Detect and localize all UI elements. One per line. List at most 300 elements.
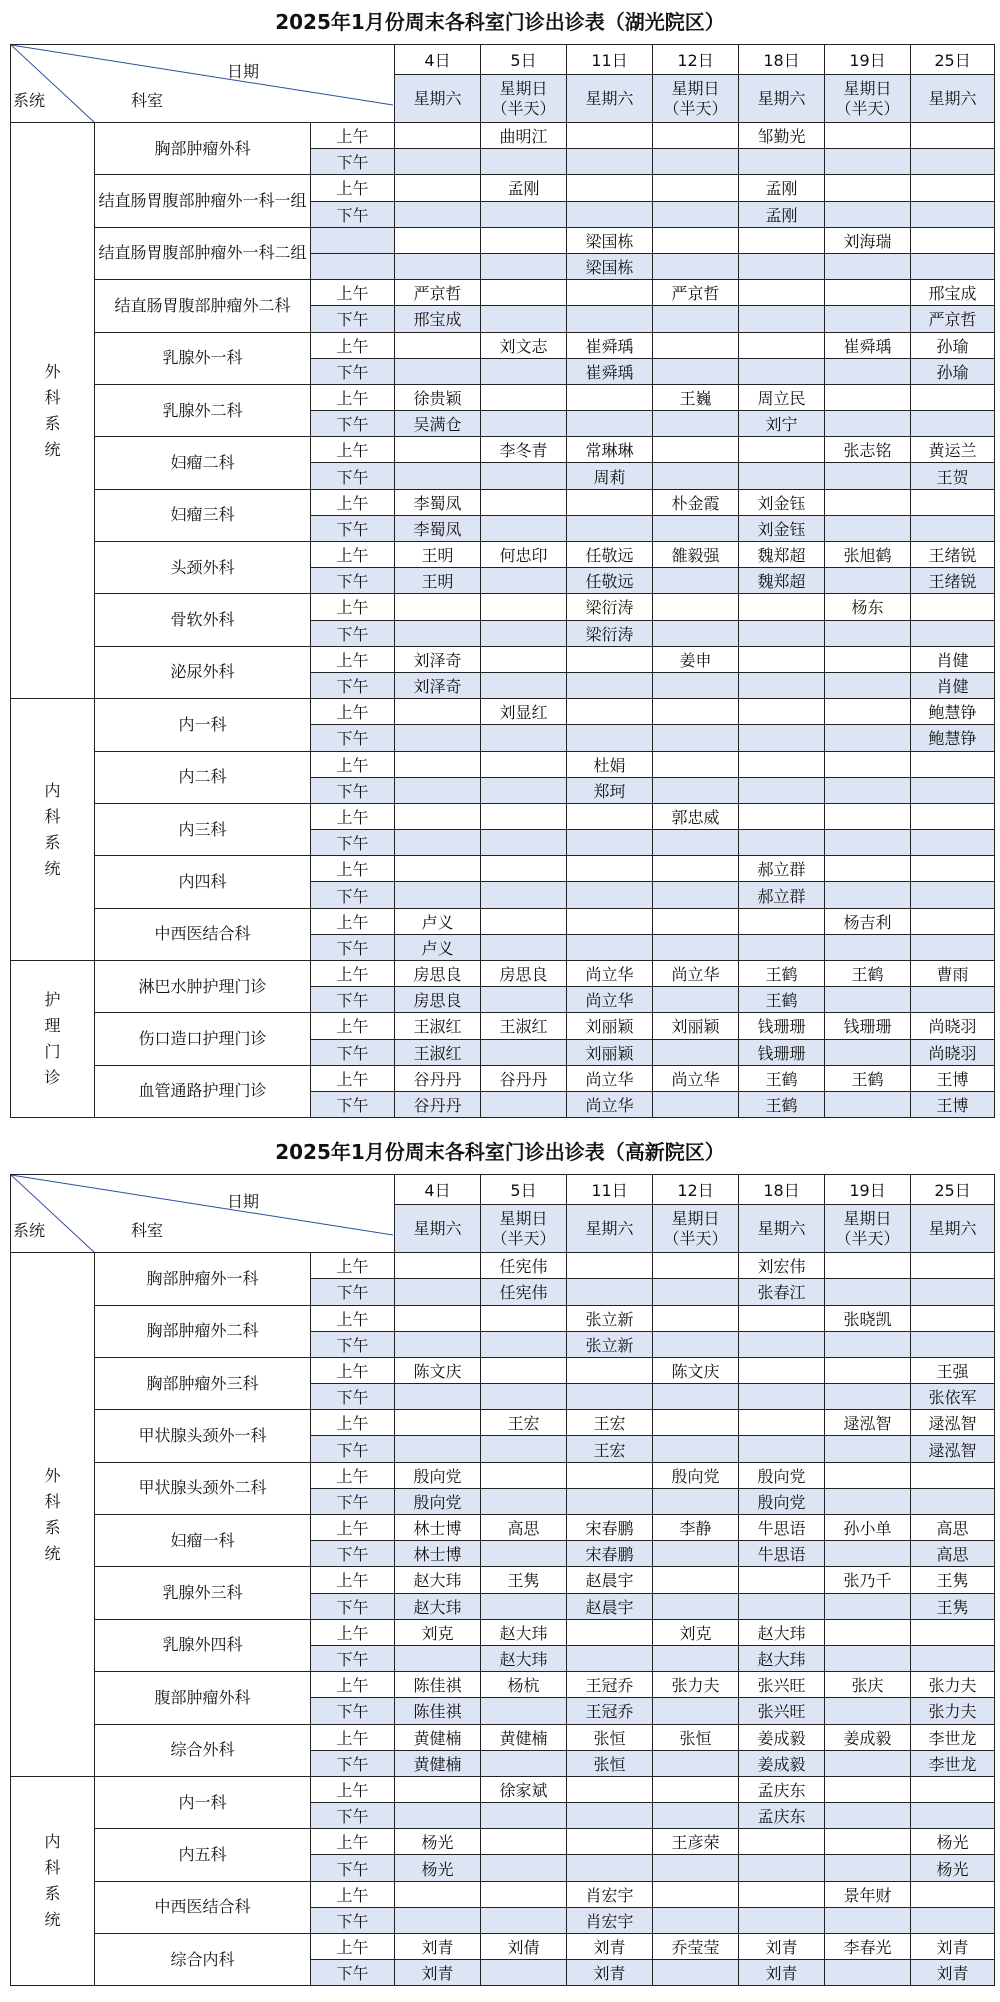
weekday-header: 星期日 （半天）: [653, 75, 739, 123]
table-row: [11, 856, 995, 882]
doctor-cell: [825, 175, 911, 201]
doctor-cell: 肖宏宇: [567, 1881, 653, 1907]
header-row-dates: [11, 1175, 995, 1205]
doctor-cell: [653, 1855, 739, 1881]
doctor-cell: [395, 1305, 481, 1331]
doctor-cell: [653, 463, 739, 489]
doctor-cell: 李世龙: [911, 1750, 995, 1776]
doctor-cell: 房思良: [395, 987, 481, 1013]
doctor-cell: [567, 1253, 653, 1279]
period-cell: 下午: [311, 882, 395, 908]
doctor-cell: 殷向党: [395, 1462, 481, 1488]
doctor-cell: 肖健: [911, 646, 995, 672]
doctor-cell: 李蜀凤: [395, 489, 481, 515]
doctor-cell: 张旭鹤: [825, 542, 911, 568]
doctor-cell: 杨东: [825, 594, 911, 620]
doctor-cell: 宋春鹏: [567, 1515, 653, 1541]
period-cell: 上午: [311, 1357, 395, 1383]
doctor-cell: 牛思语: [739, 1541, 825, 1567]
period-cell: 上午: [311, 751, 395, 777]
doctor-cell: [825, 1593, 911, 1619]
doctor-cell: 房思良: [481, 961, 567, 987]
period-cell: 上午: [311, 961, 395, 987]
doctor-cell: 赵大玮: [395, 1593, 481, 1619]
period-cell: 上午: [311, 280, 395, 306]
doctor-cell: [481, 1855, 567, 1881]
period-cell: 上午: [311, 646, 395, 672]
doctor-cell: 朴金霞: [653, 489, 739, 515]
doctor-cell: 赵大玮: [481, 1645, 567, 1671]
doctor-cell: [395, 175, 481, 201]
doctor-cell: [481, 856, 567, 882]
weekday-header: 星期六: [739, 1205, 825, 1253]
doctor-cell: [653, 1305, 739, 1331]
doctor-cell: 赵大玮: [739, 1645, 825, 1671]
doctor-cell: [395, 332, 481, 358]
doctor-cell: [911, 594, 995, 620]
table-row: [11, 751, 995, 777]
doctor-cell: [481, 830, 567, 856]
doctor-cell: [739, 1436, 825, 1462]
doctor-cell: 张立新: [567, 1331, 653, 1357]
doctor-cell: [739, 751, 825, 777]
doctor-cell: [825, 803, 911, 829]
department-cell: 内二科: [95, 751, 311, 803]
period-cell: [311, 253, 395, 279]
doctor-cell: [567, 908, 653, 934]
doctor-cell: 王宏: [567, 1410, 653, 1436]
department-cell: 中西医结合科: [95, 1881, 311, 1933]
doctor-cell: 姜成毅: [739, 1750, 825, 1776]
doctor-cell: [481, 672, 567, 698]
doctor-cell: [567, 1279, 653, 1305]
doctor-cell: [395, 1253, 481, 1279]
doctor-cell: 李世龙: [911, 1724, 995, 1750]
period-cell: 下午: [311, 1593, 395, 1619]
doctor-cell: [739, 1331, 825, 1357]
doctor-cell: [739, 1305, 825, 1331]
doctor-cell: 张恒: [567, 1750, 653, 1776]
doctor-cell: [567, 1645, 653, 1671]
period-cell: 上午: [311, 856, 395, 882]
doctor-cell: [567, 934, 653, 960]
doctor-cell: 孟庆东: [739, 1803, 825, 1829]
doctor-cell: [911, 1279, 995, 1305]
doctor-cell: [481, 1698, 567, 1724]
doctor-cell: [567, 1776, 653, 1802]
doctor-cell: [567, 149, 653, 175]
doctor-cell: [825, 568, 911, 594]
doctor-cell: 王淑红: [395, 1013, 481, 1039]
doctor-cell: 刘金钰: [739, 515, 825, 541]
period-cell: 上午: [311, 1305, 395, 1331]
doctor-cell: [825, 699, 911, 725]
doctor-cell: 邢宝成: [911, 280, 995, 306]
doctor-cell: 张立新: [567, 1305, 653, 1331]
table-row: [11, 1724, 995, 1750]
doctor-cell: [739, 699, 825, 725]
corner-dept-label: 科室: [131, 91, 164, 110]
doctor-cell: [395, 149, 481, 175]
doctor-cell: [395, 751, 481, 777]
doctor-cell: [481, 725, 567, 751]
doctor-cell: [911, 1331, 995, 1357]
date-header: 5日: [481, 1175, 567, 1205]
doctor-cell: [567, 646, 653, 672]
table-row: [11, 437, 995, 463]
table-row: [11, 1462, 995, 1488]
doctor-cell: [825, 463, 911, 489]
department-cell: 胸部肿瘤外三科: [95, 1357, 311, 1409]
doctor-cell: 尚立华: [567, 1065, 653, 1091]
doctor-cell: [653, 751, 739, 777]
weekday-header: 星期六: [739, 75, 825, 123]
doctor-cell: [395, 620, 481, 646]
period-cell: 上午: [311, 123, 395, 149]
period-cell: 上午: [311, 1724, 395, 1750]
doctor-cell: 刘泽奇: [395, 672, 481, 698]
doctor-cell: 王鹤: [739, 1065, 825, 1091]
doctor-cell: [567, 201, 653, 227]
doctor-cell: [653, 1803, 739, 1829]
doctor-cell: 刘金钰: [739, 489, 825, 515]
period-cell: 上午: [311, 1934, 395, 1960]
doctor-cell: 高思: [911, 1515, 995, 1541]
doctor-cell: 钱珊珊: [739, 1039, 825, 1065]
doctor-cell: [653, 358, 739, 384]
table-row: [11, 1934, 995, 1960]
doctor-cell: 刘丽颖: [653, 1013, 739, 1039]
department-cell: 结直肠胃腹部肿瘤外一科一组: [95, 175, 311, 227]
doctor-cell: 张力夫: [911, 1672, 995, 1698]
table-row: [11, 1672, 995, 1698]
doctor-cell: [911, 1645, 995, 1671]
doctor-cell: 孙瑜: [911, 332, 995, 358]
doctor-cell: 郭忠威: [653, 803, 739, 829]
doctor-cell: [653, 1384, 739, 1410]
doctor-cell: 王明: [395, 542, 481, 568]
doctor-cell: [911, 227, 995, 253]
doctor-cell: 徐家斌: [481, 1776, 567, 1802]
doctor-cell: [481, 201, 567, 227]
department-cell: 乳腺外三科: [95, 1567, 311, 1619]
doctor-cell: [653, 777, 739, 803]
doctor-cell: 崔舜瑀: [825, 332, 911, 358]
period-cell: 下午: [311, 358, 395, 384]
period-cell: 上午: [311, 594, 395, 620]
table-row: [11, 699, 995, 725]
doctor-cell: [911, 1881, 995, 1907]
doctor-cell: [911, 934, 995, 960]
doctor-cell: 姜成毅: [825, 1724, 911, 1750]
doctor-cell: [567, 123, 653, 149]
doctor-cell: 李蜀凤: [395, 515, 481, 541]
table-row: [11, 908, 995, 934]
doctor-cell: 刘青: [567, 1960, 653, 1986]
doctor-cell: [395, 856, 481, 882]
doctor-cell: [481, 908, 567, 934]
doctor-cell: 林士博: [395, 1541, 481, 1567]
doctor-cell: [653, 227, 739, 253]
doctor-cell: [911, 1776, 995, 1802]
doctor-cell: [395, 830, 481, 856]
department-cell: 内一科: [95, 699, 311, 751]
doctor-cell: [481, 489, 567, 515]
doctor-cell: [567, 384, 653, 410]
doctor-cell: 肖宏宇: [567, 1907, 653, 1933]
doctor-cell: [481, 646, 567, 672]
doctor-cell: 严京哲: [395, 280, 481, 306]
corner-date-label: 日期: [227, 62, 260, 81]
doctor-cell: 孟刚: [481, 175, 567, 201]
period-cell: 下午: [311, 934, 395, 960]
department-cell: 内一科: [95, 1776, 311, 1828]
doctor-cell: 谷丹丹: [395, 1091, 481, 1117]
doctor-cell: [653, 1960, 739, 1986]
doctor-cell: [481, 149, 567, 175]
doctor-cell: [481, 1488, 567, 1514]
weekday-header: 星期日 （半天）: [653, 1205, 739, 1253]
doctor-cell: [739, 803, 825, 829]
doctor-cell: 崔舜瑀: [567, 332, 653, 358]
doctor-cell: [825, 1462, 911, 1488]
doctor-cell: [653, 1331, 739, 1357]
doctor-cell: [481, 1803, 567, 1829]
system-cell: 内 科 系 统: [11, 1776, 95, 1986]
corner-system-label: 系统: [13, 1221, 46, 1241]
doctor-cell: [825, 934, 911, 960]
system-cell: 内 科 系 统: [11, 699, 95, 961]
doctor-cell: [911, 803, 995, 829]
doctor-cell: 尚立华: [653, 961, 739, 987]
date-header: 18日: [739, 45, 825, 75]
doctor-cell: [395, 699, 481, 725]
doctor-cell: [653, 1881, 739, 1907]
doctor-cell: [481, 1357, 567, 1383]
doctor-cell: 任敬远: [567, 542, 653, 568]
doctor-cell: [567, 175, 653, 201]
doctor-cell: [739, 1855, 825, 1881]
doctor-cell: 刘青: [567, 1934, 653, 1960]
doctor-cell: 林士博: [395, 1515, 481, 1541]
period-cell: 上午: [311, 1776, 395, 1802]
table-row: [11, 489, 995, 515]
period-cell: 上午: [311, 803, 395, 829]
doctor-cell: [653, 1698, 739, 1724]
date-header: 12日: [653, 45, 739, 75]
period-cell: 上午: [311, 1410, 395, 1436]
weekday-header: 星期六: [911, 75, 995, 123]
department-cell: 泌尿外科: [95, 646, 311, 698]
doctor-cell: [739, 672, 825, 698]
date-header: 19日: [825, 45, 911, 75]
doctor-cell: 刘丽颖: [567, 1039, 653, 1065]
doctor-cell: [911, 987, 995, 1013]
period-cell: 下午: [311, 411, 395, 437]
doctor-cell: 赵大玮: [481, 1619, 567, 1645]
doctor-cell: [481, 1039, 567, 1065]
doctor-cell: [481, 1436, 567, 1462]
department-cell: 伤口造口护理门诊: [95, 1013, 311, 1065]
doctor-cell: 孟刚: [739, 201, 825, 227]
period-cell: 下午: [311, 306, 395, 332]
doctor-cell: [395, 358, 481, 384]
doctor-cell: 任宪伟: [481, 1279, 567, 1305]
department-cell: 乳腺外一科: [95, 332, 311, 384]
doctor-cell: 王鹤: [825, 961, 911, 987]
doctor-cell: [653, 830, 739, 856]
doctor-cell: [395, 882, 481, 908]
doctor-cell: [567, 830, 653, 856]
doctor-cell: [653, 672, 739, 698]
doctor-cell: 曲明江: [481, 123, 567, 149]
doctor-cell: [567, 699, 653, 725]
doctor-cell: 卢义: [395, 908, 481, 934]
date-header: 19日: [825, 1175, 911, 1205]
period-cell: 下午: [311, 1436, 395, 1462]
period-cell: 下午: [311, 672, 395, 698]
doctor-cell: 刘青: [911, 1934, 995, 1960]
doctor-cell: [739, 1907, 825, 1933]
doctor-cell: [567, 1462, 653, 1488]
doctor-cell: 李冬青: [481, 437, 567, 463]
doctor-cell: [739, 777, 825, 803]
doctor-cell: [911, 830, 995, 856]
doctor-cell: 孟刚: [739, 175, 825, 201]
doctor-cell: [911, 1488, 995, 1514]
doctor-cell: 崔舜瑀: [567, 358, 653, 384]
doctor-cell: [911, 411, 995, 437]
header-corner: [11, 45, 395, 123]
department-cell: 结直肠胃腹部肿瘤外二科: [95, 280, 311, 332]
doctor-cell: 孙瑜: [911, 358, 995, 384]
doctor-cell: [739, 594, 825, 620]
doctor-cell: [825, 1436, 911, 1462]
period-cell: 上午: [311, 1065, 395, 1091]
doctor-cell: [739, 830, 825, 856]
doctor-cell: 景年财: [825, 1881, 911, 1907]
doctor-cell: [739, 149, 825, 175]
header-row-dates: [11, 45, 995, 75]
doctor-cell: 赵晨宇: [567, 1567, 653, 1593]
doctor-cell: [395, 1436, 481, 1462]
doctor-cell: 王绪锐: [911, 568, 995, 594]
doctor-cell: [825, 882, 911, 908]
doctor-cell: [911, 882, 995, 908]
doctor-cell: [825, 280, 911, 306]
doctor-cell: [653, 253, 739, 279]
doctor-cell: [653, 699, 739, 725]
doctor-cell: 严京哲: [911, 306, 995, 332]
doctor-cell: 邢宝成: [395, 306, 481, 332]
department-cell: 妇瘤一科: [95, 1515, 311, 1567]
doctor-cell: [825, 253, 911, 279]
doctor-cell: [739, 908, 825, 934]
doctor-cell: [481, 1829, 567, 1855]
doctor-cell: [481, 1331, 567, 1357]
doctor-cell: 张兴旺: [739, 1698, 825, 1724]
doctor-cell: [739, 1410, 825, 1436]
doctor-cell: [739, 332, 825, 358]
period-cell: 下午: [311, 1279, 395, 1305]
doctor-cell: [653, 1253, 739, 1279]
doctor-cell: 高思: [481, 1515, 567, 1541]
doctor-cell: [911, 620, 995, 646]
doctor-cell: [739, 1829, 825, 1855]
doctor-cell: [825, 306, 911, 332]
doctor-cell: [825, 384, 911, 410]
doctor-cell: 杨光: [911, 1829, 995, 1855]
doctor-cell: 尚立华: [567, 1091, 653, 1117]
doctor-cell: [567, 1829, 653, 1855]
doctor-cell: 王鹤: [739, 961, 825, 987]
doctor-cell: 刘文志: [481, 332, 567, 358]
doctor-cell: [739, 358, 825, 384]
period-cell: 上午: [311, 1253, 395, 1279]
table-row: [11, 1829, 995, 1855]
doctor-cell: [481, 1091, 567, 1117]
doctor-cell: 王绪锐: [911, 542, 995, 568]
doctor-cell: [911, 856, 995, 882]
doctor-cell: [395, 1645, 481, 1671]
doctor-cell: 陈佳祺: [395, 1698, 481, 1724]
doctor-cell: [825, 672, 911, 698]
doctor-cell: 严京哲: [653, 280, 739, 306]
doctor-cell: [653, 332, 739, 358]
date-header: 25日: [911, 45, 995, 75]
date-header: 4日: [395, 45, 481, 75]
period-cell: 下午: [311, 515, 395, 541]
table-row: [11, 1253, 995, 1279]
doctor-cell: 鲍慧铮: [911, 699, 995, 725]
doctor-cell: [825, 411, 911, 437]
doctor-cell: [395, 123, 481, 149]
doctor-cell: [739, 646, 825, 672]
doctor-cell: 张恒: [567, 1724, 653, 1750]
doctor-cell: 钱珊珊: [825, 1013, 911, 1039]
doctor-cell: [481, 1384, 567, 1410]
doctor-cell: [567, 1855, 653, 1881]
doctor-cell: [653, 437, 739, 463]
doctor-cell: 张兴旺: [739, 1672, 825, 1698]
department-cell: 淋巴水肿护理门诊: [95, 961, 311, 1013]
doctor-cell: [395, 1776, 481, 1802]
table-row: [11, 1065, 995, 1091]
doctor-cell: [653, 882, 739, 908]
period-cell: 下午: [311, 1488, 395, 1514]
doctor-cell: 杨光: [911, 1855, 995, 1881]
department-cell: 甲状腺头颈外一科: [95, 1410, 311, 1462]
table-row: [11, 123, 995, 149]
doctor-cell: 周立民: [739, 384, 825, 410]
doctor-cell: [395, 1410, 481, 1436]
period-cell: 下午: [311, 463, 395, 489]
doctor-cell: [481, 384, 567, 410]
doctor-cell: [481, 1541, 567, 1567]
doctor-cell: [739, 253, 825, 279]
period-cell: 下午: [311, 1645, 395, 1671]
doctor-cell: [653, 149, 739, 175]
doctor-cell: 李静: [653, 1515, 739, 1541]
table-row: [11, 542, 995, 568]
doctor-cell: 徐贵颖: [395, 384, 481, 410]
doctor-cell: [825, 1829, 911, 1855]
doctor-cell: [395, 777, 481, 803]
doctor-cell: [653, 620, 739, 646]
doctor-cell: 张依军: [911, 1384, 995, 1410]
doctor-cell: 黄运兰: [911, 437, 995, 463]
doctor-cell: 刘泽奇: [395, 646, 481, 672]
